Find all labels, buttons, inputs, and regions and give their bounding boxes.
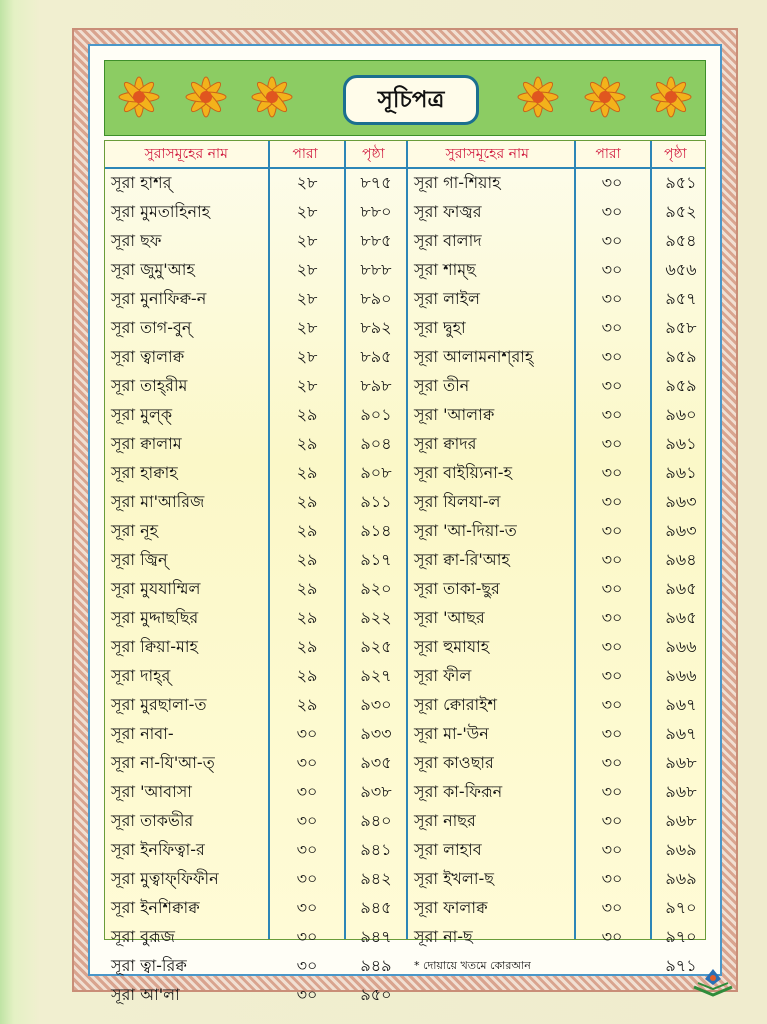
page-number: ৯২২ xyxy=(360,608,392,627)
para-number: ৩০ xyxy=(601,550,623,569)
page-number: ৯৪৭ xyxy=(360,927,392,946)
table-row xyxy=(105,807,407,836)
table-row xyxy=(408,952,712,981)
surah-name: সূরা তাহ্‌রীম xyxy=(111,376,188,395)
page-number: ৯৬৬ xyxy=(665,637,697,656)
para-number: ২৯ xyxy=(296,463,318,482)
para-number: ৩০ xyxy=(601,579,623,598)
page-number: ৯৪৯ xyxy=(360,956,392,975)
page-number: ৯৫৪ xyxy=(665,231,697,250)
flower-ornament-icon xyxy=(178,65,234,129)
surah-name: সূরা মুল্‌ক্ xyxy=(111,405,173,424)
page-number: ৯৩৮ xyxy=(360,782,392,801)
table-header xyxy=(105,141,705,169)
para-number: ২৯ xyxy=(296,405,318,424)
para-number: ২৯ xyxy=(296,492,318,511)
para-number: ৩০ xyxy=(601,405,623,424)
table-row xyxy=(105,169,407,198)
page-number: ৯৪০ xyxy=(360,811,392,830)
para-number: ২৮ xyxy=(296,202,318,221)
surah-name: সূরা মুযযাম্মিল xyxy=(111,579,201,598)
para-number: ৩০ xyxy=(601,463,623,482)
surah-name: সূরা 'আছর xyxy=(414,608,485,627)
table-row xyxy=(105,285,407,314)
table-row xyxy=(105,198,407,227)
page-number: ৯৫৯ xyxy=(665,376,697,395)
page-number: ৯৪২ xyxy=(360,869,392,888)
page-number: ৯২৭ xyxy=(360,666,392,685)
table-row xyxy=(408,227,712,256)
page-number: ৯৬৭ xyxy=(665,724,697,743)
surah-name: সূরা মুত্বাফ্‌ফিফীন xyxy=(111,869,219,888)
para-number: ৩০ xyxy=(296,811,318,830)
table-row xyxy=(408,517,712,546)
page-number: ৯৬৮ xyxy=(665,753,697,772)
page-number: ৮৮৫ xyxy=(360,231,392,250)
page-number: ৯৫০ xyxy=(360,985,392,1004)
page-number: ৯১১ xyxy=(360,492,392,511)
table-row xyxy=(105,401,407,430)
page-number: ৯৭১ xyxy=(665,956,697,975)
table-row xyxy=(408,604,712,633)
para-number: ২৮ xyxy=(296,260,318,279)
surah-name: সূরা মা-'উন xyxy=(414,724,489,743)
para-number: ৩০ xyxy=(601,724,623,743)
table-row xyxy=(408,343,712,372)
table-row xyxy=(105,517,407,546)
para-number: ৩০ xyxy=(601,927,623,946)
table-row xyxy=(408,546,712,575)
para-number: ৩০ xyxy=(601,782,623,801)
header-name-right: সুরাসমূহের নাম xyxy=(445,146,529,162)
para-number: ৩০ xyxy=(296,840,318,859)
para-number: ৩০ xyxy=(601,521,623,540)
table-row xyxy=(105,778,407,807)
page-number: ৯৬৩ xyxy=(665,521,697,540)
page-number: ৬৫৬ xyxy=(665,260,697,279)
right-column xyxy=(408,169,712,981)
surah-name: সূরা ইনফিত্বা-র xyxy=(111,840,205,859)
index-table xyxy=(104,140,706,1004)
page-number: ৯৫৭ xyxy=(665,289,697,308)
table-row xyxy=(408,488,712,517)
surah-name: সূরা তীন xyxy=(414,376,470,395)
surah-name: সূরা কা-ফিরূন xyxy=(414,782,503,801)
table-row xyxy=(408,459,712,488)
surah-name: সূরা ক্বোরাইশ xyxy=(414,695,497,714)
para-number: ২৯ xyxy=(296,550,318,569)
table-row xyxy=(408,778,712,807)
table-row xyxy=(408,372,712,401)
surah-name: সূরা না-যি'আ-ত্ xyxy=(111,753,215,772)
table-row xyxy=(105,894,407,923)
flower-ornament-icon xyxy=(244,65,300,129)
page-number: ৯৫৮ xyxy=(665,318,697,337)
table-row xyxy=(408,662,712,691)
surah-name: সূরা ইখলা-ছ xyxy=(414,869,494,888)
para-number: ২৯ xyxy=(296,637,318,656)
surah-name: সূরা ক্বিয়া-মাহ xyxy=(111,637,198,656)
page-number: ৮৯২ xyxy=(360,318,392,337)
surah-name: সূরা ক্বা-রি'আহ xyxy=(414,550,510,569)
table-row xyxy=(408,865,712,894)
header-name-left: সুরাসমূহের নাম xyxy=(144,146,228,162)
para-number: ৩০ xyxy=(296,985,318,1004)
table-row xyxy=(105,836,407,865)
table-row xyxy=(105,749,407,778)
table-row xyxy=(105,314,407,343)
page-number: ৯৩৫ xyxy=(360,753,392,772)
para-number: ৩০ xyxy=(601,637,623,656)
surah-name: সূরা হাশর্ xyxy=(111,173,172,192)
page-number: ৯২৫ xyxy=(360,637,392,656)
para-number: ৩০ xyxy=(601,202,623,221)
page-number: ৯৬৮ xyxy=(665,782,697,801)
surah-name: সূরা দাহ্‌র্ xyxy=(111,666,171,685)
table-row xyxy=(408,749,712,778)
flower-ornament-icon xyxy=(643,65,699,129)
table-row xyxy=(105,459,407,488)
page-number: ৯৭০ xyxy=(665,898,697,917)
table-row xyxy=(408,836,712,865)
title-banner xyxy=(104,60,706,136)
surah-name: সূরা ফাজ্বর xyxy=(414,202,482,221)
para-number: ৩০ xyxy=(601,840,623,859)
header-page-left: পৃষ্ঠা xyxy=(361,146,385,162)
para-number: ৩০ xyxy=(601,869,623,888)
page-number: ৯৬৯ xyxy=(665,840,697,859)
para-number: ২৮ xyxy=(296,318,318,337)
para-number: ৩০ xyxy=(296,956,318,975)
para-number: ২৮ xyxy=(296,347,318,366)
table-row xyxy=(105,633,407,662)
para-number: ২৮ xyxy=(296,289,318,308)
surah-name: সূরা মুরছালা-ত xyxy=(111,695,207,714)
table-row xyxy=(408,720,712,749)
table-row xyxy=(105,865,407,894)
surah-name: সূরা আলামনাশ্‌রাহ্ xyxy=(414,347,534,366)
table-row xyxy=(105,952,407,981)
page-number: ৯৬৫ xyxy=(665,579,697,598)
para-number: ৩০ xyxy=(601,608,623,627)
surah-name: সূরা ক্বালাম xyxy=(111,434,182,453)
page-number: ৯৬০ xyxy=(665,405,697,424)
surah-name: সূরা বাইয়্যিনা-হ xyxy=(414,463,512,482)
surah-name: সূরা 'আ-দিয়া-ত xyxy=(414,521,517,540)
para-number: ২৯ xyxy=(296,608,318,627)
page-number: ৯৪৫ xyxy=(360,898,392,917)
para-number: ৩০ xyxy=(601,173,623,192)
table-row xyxy=(408,807,712,836)
page-number: ৯৬৭ xyxy=(665,695,697,714)
surah-name: সূরা নূহ xyxy=(111,521,159,540)
page-number: ৯৩৩ xyxy=(360,724,392,743)
surah-name: সূরা কাওছার xyxy=(414,753,494,772)
surah-name: সূরা দ্বুহা xyxy=(414,318,466,337)
para-number: ৩০ xyxy=(601,695,623,714)
table-row xyxy=(105,256,407,285)
table-row xyxy=(105,430,407,459)
page-number: ৯৫৯ xyxy=(665,347,697,366)
page-number: ৯৬৩ xyxy=(665,492,697,511)
page-number: ৯০৮ xyxy=(360,463,392,482)
table-row xyxy=(408,198,712,227)
surah-name: সূরা ফালাক্ব xyxy=(414,898,488,917)
table-row xyxy=(105,575,407,604)
table-row xyxy=(408,314,712,343)
para-number: ২৮ xyxy=(296,231,318,250)
page-number: ৯৪১ xyxy=(360,840,392,859)
para-number: ২৯ xyxy=(296,434,318,453)
page-number: ৯১৪ xyxy=(360,521,392,540)
table-row xyxy=(408,691,712,720)
table-row xyxy=(105,372,407,401)
surah-name: সূরা জুমু'আহ xyxy=(111,260,195,279)
surah-name: সূরা ত্বালাক্ব xyxy=(111,347,185,366)
surah-name: সূরা তাকা-ছুর xyxy=(414,579,500,598)
surah-name: সূরা লাইল xyxy=(414,289,480,308)
flower-ornament-icon xyxy=(111,65,167,129)
page-number: ৮৭৫ xyxy=(360,173,392,192)
surah-name: সূরা হুমাযাহ xyxy=(414,637,490,656)
table-row xyxy=(408,575,712,604)
table-row xyxy=(105,981,407,1010)
para-number: ২৯ xyxy=(296,521,318,540)
page-number: ৯৬১ xyxy=(665,434,697,453)
para-number: ২৮ xyxy=(296,376,318,395)
table-row xyxy=(408,923,712,952)
table-row xyxy=(105,720,407,749)
page-number: ৯৩০ xyxy=(360,695,392,714)
header-para-left: পারা xyxy=(292,146,318,162)
surah-name: সূরা আ'লা xyxy=(111,985,180,1004)
para-number: ৩০ xyxy=(601,898,623,917)
para-number: ৩০ xyxy=(601,289,623,308)
flower-ornament-icon xyxy=(577,65,633,129)
surah-name: সূরা যিলযা-ল xyxy=(414,492,501,511)
surah-name: সূরা মা'আরিজ xyxy=(111,492,205,511)
page-number: ৯৬৯ xyxy=(665,869,697,888)
surah-name: সূরা না-ছ xyxy=(414,927,473,946)
para-number: ২৯ xyxy=(296,666,318,685)
surah-name: * দোয়ায়ে খতমে কোরআন xyxy=(414,959,531,972)
page-number: ৯৫১ xyxy=(665,173,697,192)
table-row xyxy=(408,169,712,198)
page-number: ৯৬৫ xyxy=(665,608,697,627)
para-number: ৩০ xyxy=(296,927,318,946)
page-number: ৮৯৮ xyxy=(360,376,392,395)
header-para-right: পারা xyxy=(595,146,621,162)
surah-name: সূরা ছফ xyxy=(111,231,162,250)
table-row xyxy=(408,894,712,923)
para-number: ৩০ xyxy=(601,347,623,366)
surah-name: সূরা তাকভীর xyxy=(111,811,194,830)
table-row xyxy=(105,662,407,691)
surah-name: সূরা তাগ-বুন্ xyxy=(111,318,192,337)
para-number: ৩০ xyxy=(601,666,623,685)
surah-name: সূরা মুদ্দাছছির xyxy=(111,608,199,627)
page-number: ৯৬৬ xyxy=(665,666,697,685)
para-number: ৩০ xyxy=(601,318,623,337)
flower-ornament-icon xyxy=(510,65,566,129)
table-row xyxy=(105,604,407,633)
page-number: ৯০১ xyxy=(360,405,392,424)
table-row xyxy=(408,285,712,314)
para-number: ৩০ xyxy=(601,753,623,772)
page-number: ৮৮৮ xyxy=(360,260,392,279)
para-number: ৩০ xyxy=(296,782,318,801)
table-row xyxy=(105,923,407,952)
page-number: ৯৭০ xyxy=(665,927,697,946)
table-row xyxy=(105,488,407,517)
content-panel xyxy=(88,44,722,1004)
surah-name: সূরা মুমতাহিনাহ xyxy=(111,202,211,221)
page-number: ৯৬১ xyxy=(665,463,697,482)
page-number: ৯২০ xyxy=(360,579,392,598)
para-number: ৩০ xyxy=(296,869,318,888)
table-row xyxy=(105,227,407,256)
surah-name: সূরা শাম্‌ছ xyxy=(414,260,476,279)
para-number: ৩০ xyxy=(296,724,318,743)
left-column xyxy=(105,169,407,1010)
surah-name: সূরা নাবা- xyxy=(111,724,174,743)
page-frame xyxy=(72,28,738,1004)
page-number: ৯৫২ xyxy=(665,202,697,221)
para-number: ৩০ xyxy=(601,231,623,250)
page-number: ৯৬৪ xyxy=(665,550,697,569)
surah-name: সূরা গা-শিয়াহ xyxy=(414,173,501,192)
surah-name: সূরা জ্বিন্ xyxy=(111,550,168,569)
surah-name: সূরা ক্বাদর xyxy=(414,434,477,453)
para-number: ৩০ xyxy=(601,811,623,830)
table-row xyxy=(408,633,712,662)
surah-name: সূরা মুনাফিক্ব-ন xyxy=(111,289,207,308)
surah-name: সূরা ফীল xyxy=(414,666,472,685)
surah-name: সূরা 'আবাসা xyxy=(111,782,192,801)
para-number: ৩০ xyxy=(601,260,623,279)
page-number: ৮৯৫ xyxy=(360,347,392,366)
page-number: ৯১৭ xyxy=(360,550,392,569)
publisher-logo-icon xyxy=(690,965,736,999)
surah-name: সূরা ত্বা-রিক্ব xyxy=(111,956,187,975)
surah-name: সূরা নাছর xyxy=(414,811,476,830)
surah-name: সূরা 'আলাক্ব xyxy=(414,405,495,424)
page-number: ৮৯০ xyxy=(360,289,392,308)
para-number: ৩০ xyxy=(296,898,318,917)
table-row xyxy=(408,430,712,459)
para-number: ৩০ xyxy=(296,753,318,772)
table-row xyxy=(105,343,407,372)
table-row xyxy=(408,256,712,285)
para-number: ৩০ xyxy=(601,492,623,511)
surah-name: সূরা হাক্বাহ xyxy=(111,463,178,482)
para-number: ৩০ xyxy=(601,434,623,453)
para-number: ৩০ xyxy=(601,376,623,395)
para-number: ২৯ xyxy=(296,579,318,598)
page-number: ৯০৪ xyxy=(360,434,392,453)
para-number: ২৯ xyxy=(296,695,318,714)
surah-name: সূরা লাহাব xyxy=(414,840,482,859)
table-row xyxy=(408,401,712,430)
table-row xyxy=(105,546,407,575)
page-title: সূচিপত্র xyxy=(343,75,479,125)
page-number: ৮৮০ xyxy=(360,202,392,221)
table-row xyxy=(105,691,407,720)
page-number: ৯৬৮ xyxy=(665,811,697,830)
header-page-right: পৃষ্ঠা xyxy=(663,146,687,162)
surah-name: সূরা ইনশিক্বাক্ব xyxy=(111,898,200,917)
surah-name: সূরা বালাদ xyxy=(414,231,482,250)
para-number: ২৮ xyxy=(296,173,318,192)
surah-name: সূরা বুরূজ xyxy=(111,927,175,946)
